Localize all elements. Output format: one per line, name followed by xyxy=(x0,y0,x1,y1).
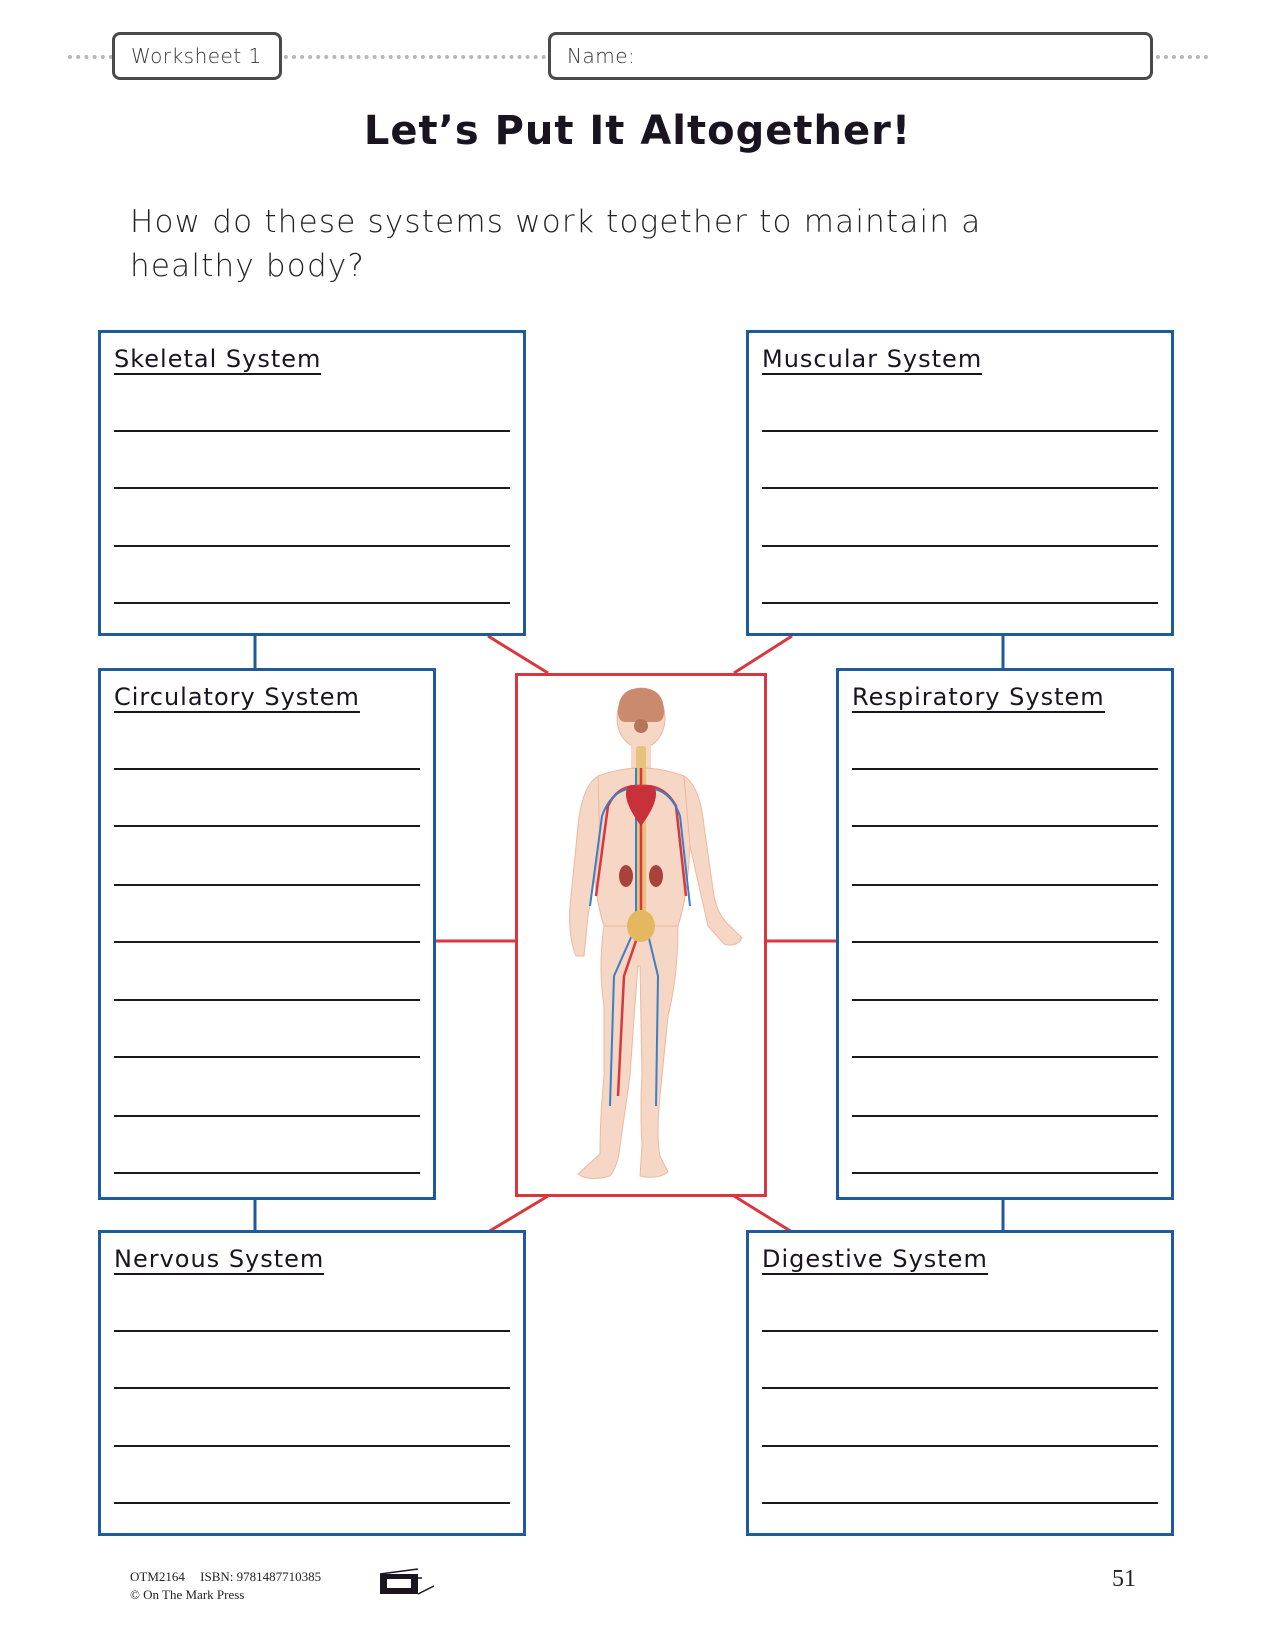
answer-line[interactable] xyxy=(114,1502,510,1504)
muscular-system-box xyxy=(746,330,1174,636)
isbn: ISBN: 9781487710385 xyxy=(200,1569,322,1584)
page-number: 51 xyxy=(1112,1566,1136,1592)
answer-line[interactable] xyxy=(762,1502,1158,1504)
answer-line[interactable] xyxy=(114,884,420,886)
digestive-system-box xyxy=(746,1230,1174,1536)
answer-line[interactable] xyxy=(114,1172,420,1174)
circulatory-system-heading: Circulatory System xyxy=(114,683,360,711)
answer-line[interactable] xyxy=(852,884,1158,886)
answer-line[interactable] xyxy=(852,825,1158,827)
respiratory-system-box xyxy=(836,668,1174,1200)
answer-line[interactable] xyxy=(852,768,1158,770)
answer-line[interactable] xyxy=(114,1445,510,1447)
answer-line[interactable] xyxy=(114,487,510,489)
reproducible-copier-icon xyxy=(378,1568,438,1598)
answer-line[interactable] xyxy=(114,545,510,547)
answer-line[interactable] xyxy=(762,1387,1158,1389)
worksheet-label: Worksheet 1 xyxy=(131,44,262,68)
answer-line[interactable] xyxy=(762,430,1158,432)
answer-line[interactable] xyxy=(114,1115,420,1117)
answer-line[interactable] xyxy=(852,1115,1158,1117)
nervous-system-box xyxy=(98,1230,526,1536)
muscular-system-heading: Muscular System xyxy=(762,345,983,373)
copyright: © On The Mark Press xyxy=(130,1587,245,1602)
answer-line[interactable] xyxy=(852,1056,1158,1058)
circulatory-system-box xyxy=(98,668,436,1200)
product-code: OTM2164 xyxy=(130,1569,185,1584)
answer-line[interactable] xyxy=(114,999,420,1001)
digestive-system-heading: Digestive System xyxy=(762,1245,988,1273)
human-body-illustration xyxy=(518,676,764,1194)
page-title: Let’s Put It Altogether! xyxy=(363,108,912,154)
skeletal-system-box xyxy=(98,330,526,636)
answer-line[interactable] xyxy=(852,1172,1158,1174)
kidney-icon xyxy=(649,865,663,887)
answer-line[interactable] xyxy=(114,602,510,604)
answer-line[interactable] xyxy=(852,999,1158,1001)
answer-line[interactable] xyxy=(852,941,1158,943)
answer-line[interactable] xyxy=(114,941,420,943)
answer-line[interactable] xyxy=(114,1330,510,1332)
answer-line[interactable] xyxy=(114,1056,420,1058)
answer-line[interactable] xyxy=(114,1387,510,1389)
answer-line[interactable] xyxy=(762,1330,1158,1332)
name-field-label: Name: xyxy=(567,44,636,68)
answer-line[interactable] xyxy=(762,545,1158,547)
human-body-figure-box xyxy=(515,673,767,1197)
answer-line[interactable] xyxy=(762,487,1158,489)
kidney-icon xyxy=(619,865,633,887)
footer-publisher-info xyxy=(130,1568,321,1604)
skeletal-system-heading: Skeletal System xyxy=(114,345,322,373)
answer-line[interactable] xyxy=(114,768,420,770)
answer-line[interactable] xyxy=(114,430,510,432)
answer-line[interactable] xyxy=(762,602,1158,604)
answer-line[interactable] xyxy=(762,1445,1158,1447)
respiratory-system-heading: Respiratory System xyxy=(852,683,1105,711)
answer-line[interactable] xyxy=(114,825,420,827)
nervous-system-heading: Nervous System xyxy=(114,1245,325,1273)
question-prompt: How do these systems work together to maintain a healthy body? xyxy=(130,204,982,284)
